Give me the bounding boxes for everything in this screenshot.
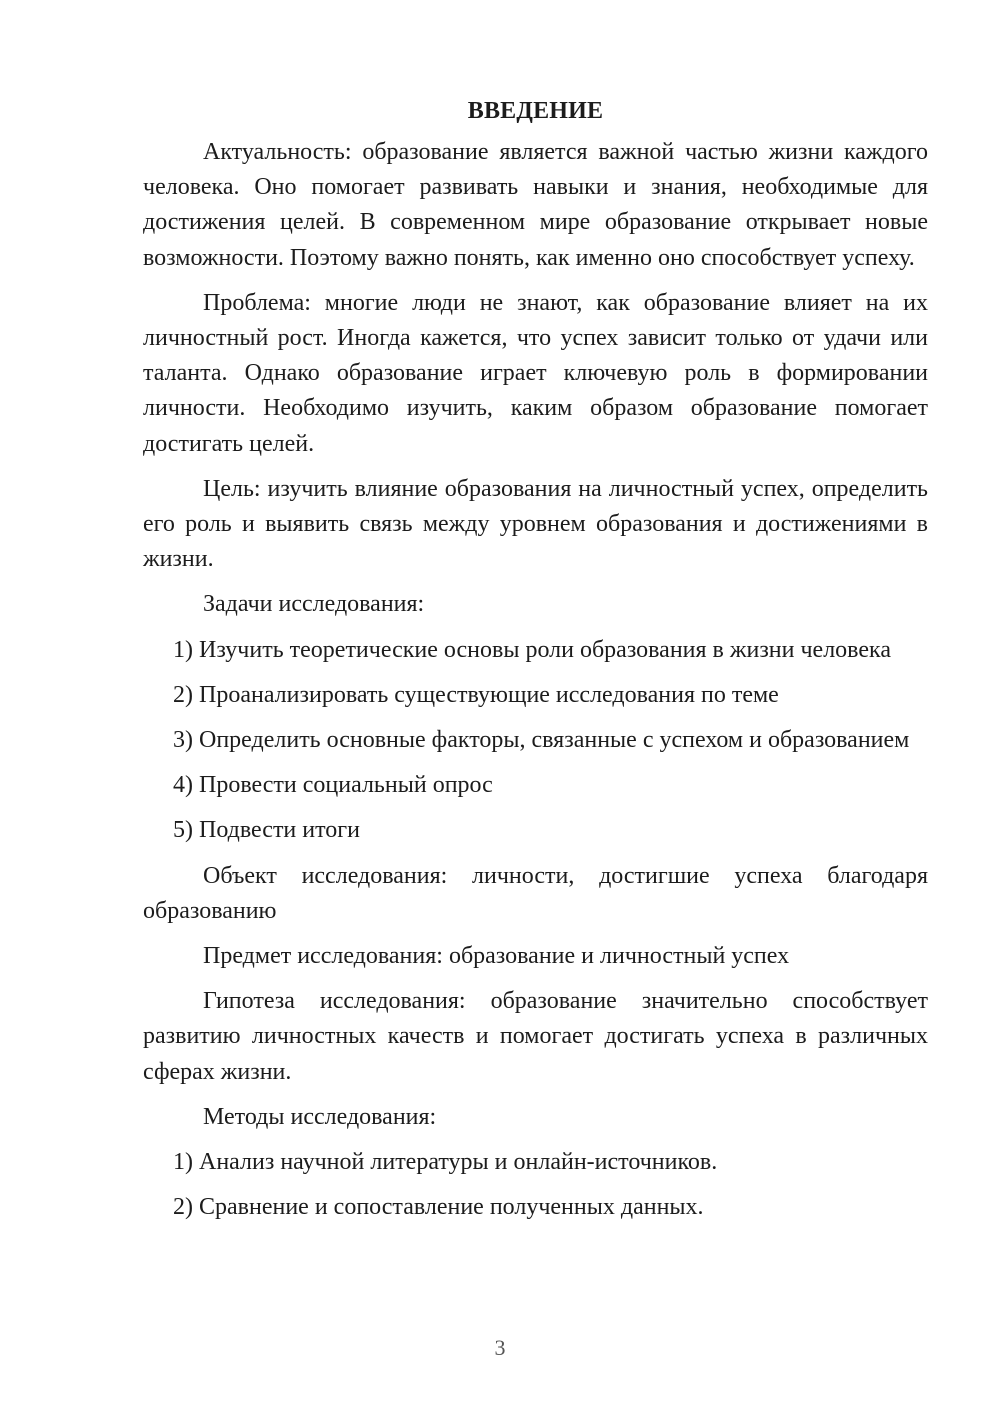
task-item: 4) Провести социальный опрос xyxy=(173,772,493,799)
tasks-title: Задачи исследования: xyxy=(203,591,425,618)
task-item: 2) Проанализировать существующие исследования по теме xyxy=(173,681,779,708)
page-number: 3 xyxy=(494,1335,506,1360)
paragraph-relevance: Актуальность: образование является важной частью жизни каждого человека. Оно помогает развивать навыки и знания, необходимые для достижения целей. В современном мире образование открывает новые возможности. Поэтому важно понять, как именно оно способствует успеху. xyxy=(143,139,928,271)
document-body xyxy=(143,93,928,1225)
section-heading: ВВЕДЕНИЕ xyxy=(467,98,604,124)
method-item: 1) Анализ научной литературы и онлайн-источников. xyxy=(173,1149,718,1176)
task-item: 5) Подвести итоги xyxy=(173,817,360,844)
task-item: 1) Изучить теоретические основы роли образования в жизни человека xyxy=(173,636,891,663)
paragraph-goal: Цель: изучить влияние образования на личностный успех, определить его роль и выявить связь между уровнем образования и достижениями в жизни. xyxy=(143,475,928,573)
paragraph-problem: Проблема: многие люди не знают, как образование влияет на их личностный рост. Иногда кажется, что успех зависит только от удачи или таланта. Однако образование играет ключевую роль в формировании личности. Необходимо изучить, каким образом образование помогает достигать целей. xyxy=(143,289,928,457)
paragraph-object: Объект исследования: личности, достигшие успеха благодаря образованию xyxy=(143,862,928,924)
paragraph-hypothesis: Гипотеза исследования: образование значительно способствует развитию личностных качеств и помогает достигать успеха в различных сферах жизни. xyxy=(143,988,928,1085)
methods-title: Методы исследования: xyxy=(203,1103,437,1130)
paragraph-subject: Предмет исследования: образование и личностный успех xyxy=(203,943,790,970)
task-item: 3) Определить основные факторы, связанные с успехом и образованием xyxy=(173,727,910,754)
method-item: 2) Сравнение и сопоставление полученных данных. xyxy=(173,1194,704,1221)
